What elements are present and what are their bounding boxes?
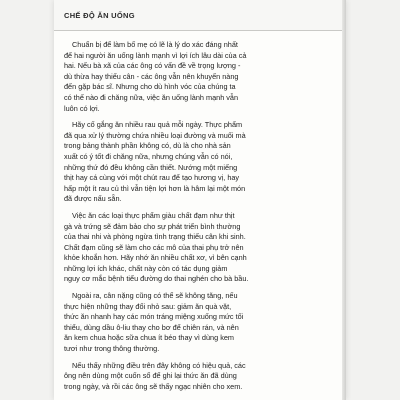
paragraph-1 — [64, 40, 332, 114]
text-line: thức ăn nhanh hay các món tráng miệng xuống mức tối — [64, 312, 244, 322]
text-line: những thứ đó đều không cần thiết. Nướng một miếng — [64, 162, 238, 172]
page-header — [54, 0, 346, 31]
text-line: Ngoài ra, cân nặng cũng có thể sẽ không tăng, nếu — [72, 291, 238, 301]
text-line: để hai người ăn uống lành mạnh vì lợi ích lâu dài của cả — [64, 50, 247, 60]
book-page — [54, 0, 346, 400]
text-line: Nếu thấy những điều trên đây không có hiệu quả, các — [72, 360, 246, 370]
text-line: thực hiện những thay đổi nhỏ sau: giảm ăn quà vặt, — [64, 301, 232, 311]
text-line: xuất có ý tốt đi chăng nữa, nhưng chúng vẫn có nói, — [64, 151, 233, 161]
text-line: ông nên dùng một cuốn sổ để ghi lại thức ăn đã dùng — [64, 371, 237, 381]
text-line: Hãy cố gắng ăn nhiều rau quả mỗi ngày. Thực phẩm — [72, 120, 243, 130]
text-line: khỏe khoắn hơn. Hãy nhớ ăn nhiều chất xơ, vì bên cạnh — [64, 253, 247, 263]
text-line: của thai nhi và phòng ngừa tình trạng thiếu cân khi sinh. — [64, 232, 246, 242]
chapter-title: CHẾ ĐỘ ĂN UỐNG — [64, 11, 135, 20]
text-line: trong ngày, và rồi các ông sẽ thấy ngạc nhiên cho xem. — [64, 381, 243, 391]
paragraph-4 — [64, 291, 332, 355]
text-line: đã được nấu sẵn. — [64, 194, 122, 204]
text-line: hai. Nếu bà xã của các ông có vấn đề về trọng lượng - — [64, 61, 241, 71]
body-text — [64, 40, 332, 398]
text-line: tươi như trong thông thường. — [64, 344, 160, 354]
text-line: dù thừa hay thiếu cân - các ông vẫn nên khuyến nàng — [64, 71, 239, 81]
text-line: Chất đạm cũng sẽ làm cho các mô của thai phụ trở nên — [64, 242, 244, 252]
text-line: những lợi ích khác, chất này còn có tác dụng giảm — [64, 263, 228, 273]
text-line: luôn có lợi. — [64, 103, 100, 113]
text-line: trong bảng thành phần không có, dù là cho nhà sản — [64, 141, 231, 151]
text-line: gà và trứng sẽ đảm bảo cho sự phát triển bình thường — [64, 221, 241, 231]
paragraph-3 — [64, 211, 332, 285]
text-line: đến gặp bác sĩ. Nhưng cho dù hình vóc của chúng ta — [64, 82, 236, 92]
text-line: ăn kem chua hoặc sữa chua ít béo thay vì dùng kem — [64, 333, 234, 343]
text-line: Việc ăn các loại thực phẩm giàu chất đạm như thịt — [72, 210, 235, 220]
text-line: đã qua xử lý thường chứa nhiều loại đường và muối mà — [64, 130, 246, 140]
text-line: nguy cơ mắc bệnh tiểu đường do thai nghén cho bà bầu. — [64, 274, 249, 284]
page-spine-shadow — [342, 0, 346, 400]
text-line: có thế nào đi chăng nữa, việc ăn uống lành mạnh vẫn — [64, 92, 239, 102]
paragraph-2 — [64, 120, 332, 205]
text-line: hấp một ít rau củ thì vẫn tiện lợi hơn là hâm lại một món — [64, 183, 246, 193]
paragraph-5 — [64, 361, 332, 393]
text-line: Chuẩn bị để làm bố mẹ có lẽ là lý do xác đáng nhất — [72, 40, 238, 49]
text-line: thiểu, dùng dầu ô-liu thay cho bơ để chiên rán, và nên — [64, 322, 239, 332]
text-line: thịt hay cá cùng với một chút rau để tạo hương vị, hay — [64, 173, 240, 183]
